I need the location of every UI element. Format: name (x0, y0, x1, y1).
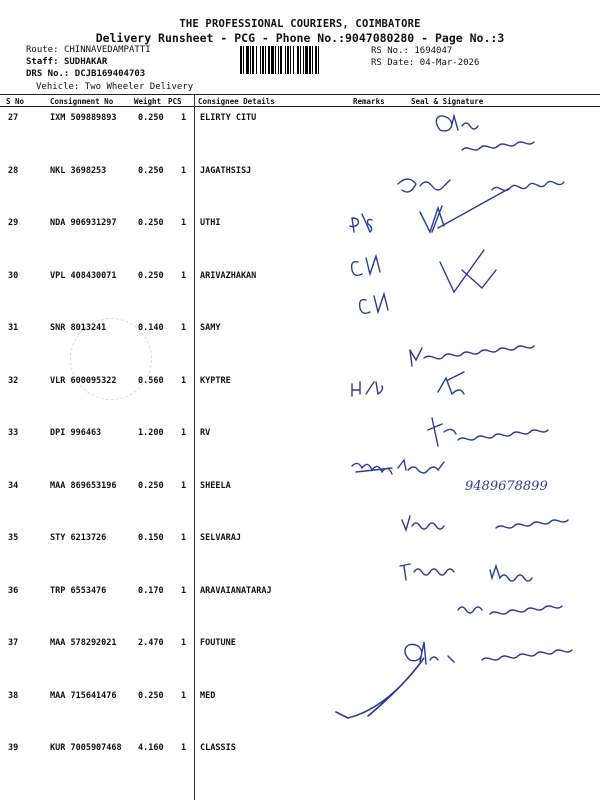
cell-consignee: CLASSIS (200, 743, 236, 753)
cell-consignee: ARAVAIANATARAJ (200, 585, 272, 596)
cell-weight: 0.250 (138, 113, 164, 123)
cell-weight: 0.170 (138, 585, 164, 596)
runsheet-title: Delivery Runsheet - PCG - Phone No.:9047080280 - Page No.:3 (95, 31, 505, 45)
cell-weight: 0.250 (138, 270, 164, 281)
cell-consignee: JAGATHSISJ (200, 165, 252, 176)
cell-pcs: 1 (181, 375, 187, 386)
table-row (0, 476, 600, 530)
col-consignment: Consignment No (50, 97, 114, 106)
route-value: CHINNAVEDAMPATTI (63, 45, 151, 55)
rs-date-value: 04-Mar-2026 (419, 58, 480, 68)
cell-pcs: 1 (181, 638, 187, 648)
cell-pcs: 1 (181, 690, 187, 701)
cell-consignment: MAA 715641476 (50, 690, 117, 701)
cell-weight: 0.250 (138, 480, 164, 491)
rs-no-line (371, 46, 452, 56)
cell-consignee: KYPTRE (200, 375, 231, 386)
cell-consignment: DPI 996463 (50, 428, 102, 438)
route-line (26, 45, 151, 55)
cell-consignment: NDA 906931297 (50, 218, 117, 228)
cell-weight: 0.250 (138, 690, 164, 701)
cell-consignee: UTHI (200, 218, 221, 228)
route-label: Route: (26, 45, 59, 55)
cell-weight: 0.150 (138, 533, 164, 543)
cell-weight: 0.140 (138, 323, 164, 333)
cell-pcs: 1 (181, 480, 187, 491)
table-row (0, 686, 600, 740)
cell-sno: 34 (8, 480, 19, 491)
col-pcs: PCS (168, 97, 182, 106)
table-row (0, 266, 600, 320)
rs-no-label: RS No.: (371, 46, 409, 56)
cell-consignment: MAA 869653196 (50, 480, 117, 491)
table-row (0, 528, 600, 582)
col-sno: S No (6, 97, 25, 106)
table-row (0, 161, 600, 215)
cell-weight: 0.560 (138, 375, 164, 386)
cell-pcs: 1 (181, 323, 187, 333)
cell-consignment: STY 6213726 (50, 533, 107, 543)
cell-consignee: RV (200, 428, 211, 438)
cell-consignment: IXM 509889893 (50, 113, 117, 123)
handwritten-phone: 9489678899 (465, 479, 548, 494)
cell-pcs: 1 (181, 165, 187, 176)
col-consignee: Consignee Details (198, 97, 275, 106)
table-row (0, 738, 600, 792)
cell-consignee: SHEELA (200, 480, 231, 491)
vehicle-label: Vehicle: (36, 82, 80, 92)
table-top-rule (0, 94, 600, 95)
staff-line (26, 57, 107, 67)
col-remarks: Remarks (353, 97, 385, 106)
cell-pcs: 1 (181, 218, 187, 228)
cell-pcs: 1 (181, 270, 187, 281)
vehicle-line (36, 82, 193, 92)
drs-label: DRS No.: (26, 69, 70, 79)
cell-sno: 36 (8, 585, 19, 596)
cell-consignment: VPL 408430071 (50, 270, 117, 281)
cell-sno: 27 (8, 113, 19, 123)
cell-weight: 2.470 (138, 638, 164, 648)
table-row (0, 633, 600, 687)
rs-date-label: RS Date: (371, 58, 415, 68)
staff-label: Staff: (26, 57, 59, 67)
cell-sno: 37 (8, 638, 19, 648)
cell-consignee: SELVARAJ (200, 533, 241, 543)
cell-consignee: ARIVAZHAKAN (200, 270, 257, 281)
barcode-image (240, 46, 366, 74)
cell-consignment: NKL 3698253 (50, 165, 107, 176)
cell-weight: 0.250 (138, 218, 164, 228)
table-row (0, 213, 600, 267)
company-title: THE PROFESSIONAL COURIERS, COIMBATORE (179, 18, 421, 30)
cell-consignee: MED (200, 690, 216, 701)
table-row (0, 371, 600, 425)
cell-weight: 4.160 (138, 743, 164, 753)
col-weight: Weight (134, 97, 162, 106)
cell-sno: 28 (8, 165, 19, 176)
cell-sno: 31 (8, 323, 19, 333)
drs-line (26, 69, 145, 79)
cell-pcs: 1 (181, 585, 187, 596)
cell-sno: 30 (8, 270, 19, 281)
cell-consignment: TRP 6553476 (50, 585, 107, 596)
cell-consignee: SAMY (200, 323, 221, 333)
cell-sno: 32 (8, 375, 19, 386)
cell-consignee: FOUTUNE (200, 638, 236, 648)
cell-sno: 29 (8, 218, 19, 228)
vehicle-value: Two Wheeler Delivery (84, 82, 194, 92)
cell-consignment: MAA 578292021 (50, 638, 117, 648)
table-row (0, 581, 600, 635)
table-row (0, 318, 600, 372)
cell-sno: 38 (8, 690, 19, 701)
cell-weight: 1.200 (138, 428, 164, 438)
cell-consignee: ELIRTY CITU (200, 113, 257, 123)
cell-pcs: 1 (181, 113, 187, 123)
cell-consignment: VLR 600095322 (50, 375, 117, 386)
cell-consignment: SNR 8013241 (50, 323, 107, 333)
table-row (0, 108, 600, 162)
cell-sno: 35 (8, 533, 19, 543)
rs-no-value: 1694047 (414, 46, 453, 56)
cell-pcs: 1 (181, 428, 187, 438)
drs-value: DCJB169404703 (74, 69, 146, 79)
cell-consignment: KUR 7005907468 (50, 743, 122, 753)
cell-pcs: 1 (181, 743, 187, 753)
table-row (0, 423, 600, 477)
staff-value: SUDHAKAR (63, 57, 108, 67)
col-seal-signature: Seal & Signature (411, 97, 484, 106)
cell-sno: 39 (8, 743, 19, 753)
cell-sno: 33 (8, 428, 19, 438)
cell-pcs: 1 (181, 533, 187, 543)
rs-date-line (371, 58, 479, 68)
table-header-rule (0, 106, 600, 107)
cell-weight: 0.250 (138, 165, 164, 176)
